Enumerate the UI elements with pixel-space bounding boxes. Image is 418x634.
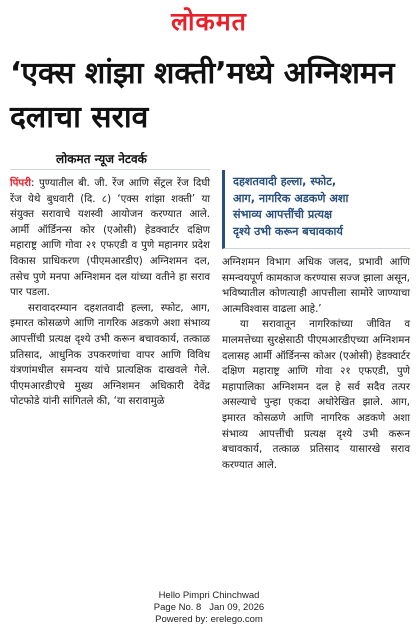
article-headline: ‘एक्स शांझा शक्ती’मध्ये अग्निशमन दलाचा सराव: [10, 56, 395, 135]
footer-powered-by: Powered by: erelego.com: [155, 614, 263, 625]
article-paragraph: या सरावातून नागरिकांच्या जीवित व मालमत्तेच्या सुरक्षेसाठी पीएमआरडीएच्या अग्निशमन दलासह आर्मी ऑर्डिनन्स कोअर (एओसी) हेडक्वार्टर दक्षिण महाराष्ट्र आणि गोवा २१ एफएडी, पुणे महापालिका अग्निशमन दल हे सर्व सदैव तत्पर असल्याचे पुन्हा एकदा अधोरेखित झाले. आग, इमारत कोसळणे आणि नागरिक अडकणे अशा संभाव्य आपत्तींची प्रत्यक्ष दृश्ये उभी करून बचावकार्य, तत्काळ प्रतिसाद यासारखे सराव करण्यात आले.: [222, 319, 410, 471]
page-footer: [0, 590, 418, 626]
footer-edition: Hello Pimpri Chinchwad: [158, 590, 260, 601]
masthead: [0, 4, 418, 44]
pull-quote-line: आग, नागरिक अडकणे अशा: [233, 191, 349, 205]
pull-quote-line: संभाव्य आपत्तींची प्रत्यक्ष: [233, 208, 332, 221]
footer-page-date: Page No. 8 Jan 09, 2026: [153, 602, 265, 613]
article-paragraph: अग्निशमन विभाग अधिक जलद, प्रभावी आणि समन्वयपूर्ण कामकाज करण्यास सज्ज झाला असून, भविष्यातील कोणत्याही आपत्तीला सामोरे जाण्याचा आत्मविश्वास वाढला आहे.’: [222, 257, 410, 315]
paragraph-text: : पुण्यातील बी. जी. रेंज आणि सेंट्रल रेंज दिघी रेंज येथे बुधवारी (दि. ८) ‘एक्स शांझा शक्ती’ या संयुक्त सरावाचे यशस्वी आयोजन करण्यात आले. आर्मी ऑर्डिनन्स कोर (एओसी) हेडक्वार्टर दक्षिण महाराष्ट्र आणि गोवा २१ एफएडी व पुणे महानगर प्रदेश विकास प्राधिकरण (पीएमआरडीए) अग्निशमन दल, तसेच पुणे मनपा अग्निशमन दल यांच्या वतीने हा सराव पार पडला.: [10, 178, 210, 299]
article-paragraph: [10, 176, 210, 301]
pull-quote: [222, 170, 410, 249]
article-byline: लोकमत न्यूज नेटवर्क: [56, 152, 147, 166]
article-dateline: पिंपरी: [10, 178, 32, 189]
article-column-right: [222, 170, 410, 473]
byline-divider: [10, 169, 210, 170]
newspaper-logo: लोकमत: [171, 7, 247, 36]
pull-quote-line: दृश्ये उभी करून बचावकार्य: [233, 224, 343, 238]
pull-quote-line: दहशतवादी हल्ला, स्फोट,: [233, 175, 337, 188]
article-paragraph: सरावादरम्यान दहशतवादी हल्ला, स्फोट, आग, इमारत कोसळणे आणि नागरिक अडकणे अशा संभाव्य आपत्तींची प्रत्यक्ष दृश्ये उभी करून बचावकार्य, तत्काळ प्रतिसाद, आधुनिक उपकरणांचा वापर आणि विविध यंत्रणांमधील समन्वय यांचे प्रात्यक्षिक दाखवले गेले. पीएमआरडीएचे मुख्य अग्निशमन अधिकारी देवेंद्र पोटफोडे यांनी सांगितले की, ‘या सरावामुळे: [10, 302, 210, 408]
article-column-left: [10, 176, 210, 410]
